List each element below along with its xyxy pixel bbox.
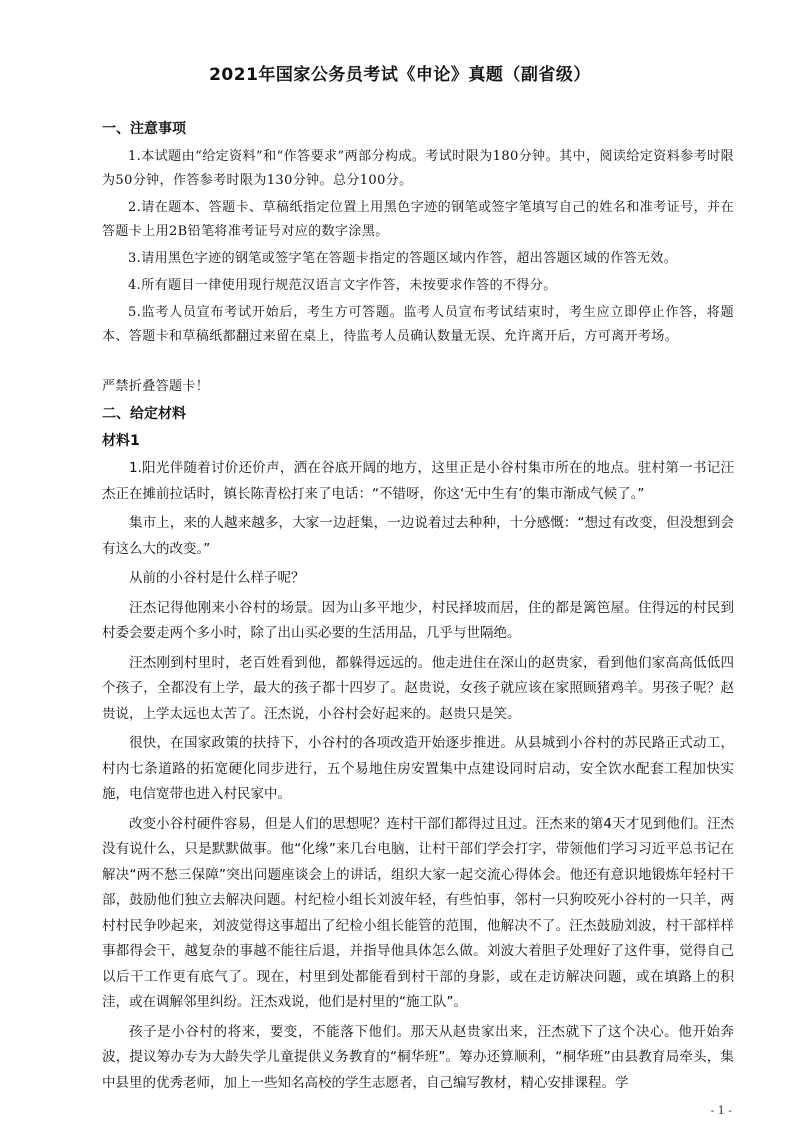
material-paragraph: 很快，在国家政策的扶持下，小谷村的各项改造开始逐步推进。从县城到小谷村的苏民路正式动工，村内七条道路的拓宽硬化同步进行，五个易地住房安置集中点建设同时启动，安全饮水配套工程加快实施，电信宽带也进入村民家中。 [102, 735, 734, 802]
notice-item: 1.本试题由“给定资料”和“作答要求”两部分构成。考试时限为180分钟。其中，阅读给定资料参考时限为50分钟，作答参考时限为130分钟。总分100分。 [102, 149, 734, 188]
notice-section [102, 118, 734, 349]
material-paragraph: 集市上，来的人越来越多，大家一边赶集，一边说着过去种种，十分感慨：“想过有改变，但没想到会有这么大的改变。” [102, 515, 734, 557]
materials-heading: 二、给定材料 [102, 406, 186, 422]
material-paragraph: 汪杰刚到村里时，老百姓看到他，都躲得远远的。他走进住在深山的赵贵家，看到他们家高高低低四个孩子，全都没有上学，最大的孩子都十四岁了。赵贵说，女孩子就应该在家照顾猪鸡羊。男孩子呢？赵贵说，上学太远也太苦了。汪杰说，小谷村会好起来的。赵贵只是笑。 [102, 654, 734, 722]
material-paragraph: 从前的小谷村是什么样子呢？ [129, 570, 305, 586]
material-paragraph: 孩子是小谷村的将来，要变，不能落下他们。那天从赵贵家出来，汪杰就下了这个决心。他开始奔波，提议筹办专为大龄失学儿童提供义务教育的“桐华班”。筹办还算顺利，“桐华班”由县教育局牵头，集中县里的优秀老师，加上一些知名高校的学生志愿者，自己编写教材，精心安排课程。学 [102, 1023, 734, 1091]
notice-heading: 一、注意事项 [102, 121, 186, 137]
notice-item: 3.请用黑色字迹的钢笔或签字笔在答题卡指定的答题区域内作答，超出答题区域的作答无效。 [128, 251, 678, 266]
warning-text: 严禁折叠答题卡！ [102, 379, 210, 394]
document-body [102, 118, 734, 1100]
page-number: - 1 - [710, 1104, 732, 1117]
material-title: 材料1 [102, 433, 140, 449]
notice-item: 2.请在题本、答题卡、草稿纸指定位置上用黑色字迹的钢笔或签字笔填写自己的姓名和准考证号，并在答题卡上用2B铅笔将准考证号对应的数字涂黑。 [102, 200, 734, 239]
material-paragraph: 1.阳光伴随着讨价还价声，洒在谷底开阔的地方，这里正是小谷村集市所在的地点。驻村第一书记汪杰正在摊前拉话时，镇长陈青松打来了电话：“不错呀，你这‘无中生有’的集市渐成气候了。” [102, 460, 734, 502]
document-title: 2021年国家公务员考试《申论》真题（副省级） [209, 65, 591, 85]
notice-item: 5.监考人员宣布考试开始后，考生方可答题。监考人员宣布考试结束时，考生应立即停止作答，将题本、答题卡和草稿纸都翻过来留在桌上，待监考人员确认数量无误、允许离开后，方可离开考场。 [102, 305, 734, 344]
materials-section [102, 403, 734, 1096]
notice-item: 4.所有题目一律使用现行规范汉语言文字作答，未按要求作答的不得分。 [128, 278, 557, 293]
material-paragraph: 改变小谷村硬件容易，但是人们的思想呢？连村干部们都得过且过。汪杰来的第4天才见到他们。汪杰没有说什么，只是默默做事。他“化缘”来几台电脑，让村干部们学会打字，带领他们学习习近平总书记在解决“两不愁三保障”突出问题座谈会上的讲话，组织大家一起交流心得体会。他还有意识地锻炼年轻村干部，鼓励他们独立去解决问题。村纪检小组长刘波年轻，有些怕事，邻村一只狗咬死小谷村的一只羊，两村村民争吵起来，刘波觉得这事超出了纪检小组长能管的范围，他解决不了。汪杰鼓励刘波，村干部样样事都得会干，越复杂的事越不能往后退，并指导他具体怎么做。刘波大着胆子处理好了这件事，觉得自己以后干工作更有底气了。现在，村里到处都能看到村干部的身影，或在走访解决问题，或在填路上的积洼，或在调解邻里纠纷。汪杰戏说，他们是村里的“施工队”。 [102, 815, 734, 1010]
material-paragraph: 汪杰记得他刚来小谷村的场景。因为山多平地少，村民择坡而居，住的都是篱笆屋。住得远的村民到村委会要走两个多小时，除了出山买必要的生活用品，几乎与世隔绝。 [102, 599, 734, 641]
